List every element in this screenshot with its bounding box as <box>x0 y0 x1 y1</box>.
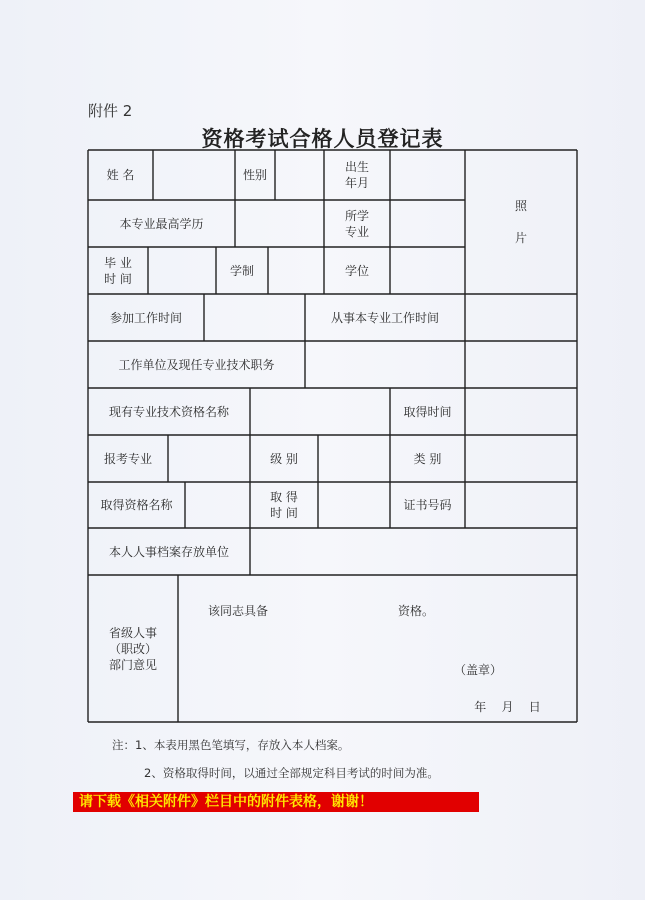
label-level: 级 别 <box>270 451 298 466</box>
label-study-length: 学制 <box>229 263 254 278</box>
download-banner[interactable]: 请下载《相关附件》栏目中的附件表格，谢谢！ <box>73 792 479 812</box>
label-name: 姓 名 <box>106 168 135 182</box>
label-birth-date: 出生 年月 <box>344 160 369 190</box>
obtained-qualification-input[interactable] <box>186 483 249 527</box>
degree-input[interactable] <box>391 248 464 293</box>
obtained-time-input[interactable] <box>466 389 576 434</box>
label-exam-major: 报考专业 <box>103 451 152 466</box>
highest-education-input[interactable] <box>236 201 323 246</box>
major-studied-input[interactable] <box>391 201 464 246</box>
certificate-number-input[interactable] <box>466 483 576 527</box>
label-category: 类 别 <box>413 451 442 466</box>
label-major-studied: 所学 专业 <box>344 208 369 239</box>
label-certificate-number: 证书号码 <box>403 498 452 512</box>
label-current-qualification: 现有专业技术资格名称 <box>108 404 229 419</box>
graduation-time-input[interactable] <box>149 248 215 293</box>
opinion-statement-suffix: 资格。 <box>398 604 435 618</box>
label-professional-work-time: 从事本专业工作时间 <box>330 310 439 325</box>
exam-major-input[interactable] <box>169 436 249 481</box>
label-degree: 学位 <box>344 263 369 278</box>
label-obtained-time: 取得时间 <box>403 404 452 419</box>
study-length-input[interactable] <box>269 248 323 293</box>
level-input[interactable] <box>319 436 389 481</box>
qualification-fill-input[interactable] <box>290 600 395 622</box>
date-line: 年 月 日 <box>474 700 541 714</box>
gender-input[interactable] <box>276 151 323 199</box>
archive-unit-input[interactable] <box>251 529 576 574</box>
attachment-label: 附件 2 <box>88 102 133 120</box>
birth-date-input[interactable] <box>391 151 464 199</box>
label-obtained-qualification: 取得资格名称 <box>100 498 173 512</box>
label-dept-opinion: 省级人事 （职改） 部门意见 <box>108 625 157 672</box>
label-highest-education: 本专业最高学历 <box>119 216 204 231</box>
work-start-time-input[interactable] <box>205 295 304 340</box>
label-graduation-time: 毕 业 时 间 <box>104 255 132 286</box>
opinion-statement-prefix: 该同志具备 <box>208 604 269 618</box>
professional-work-time-input[interactable] <box>466 295 576 340</box>
category-input[interactable] <box>466 436 576 481</box>
label-work-start-time: 参加工作时间 <box>109 310 182 325</box>
name-input[interactable] <box>154 151 234 199</box>
note-2: 2、资格取得时间，以通过全部规定科目考试的时间为准。 <box>144 766 439 780</box>
employer-position-input[interactable] <box>306 342 464 387</box>
current-qualification-input[interactable] <box>251 389 389 434</box>
form-title: 资格考试合格人员登记表 <box>201 126 444 151</box>
label-obtain-time: 取 得 时 间 <box>270 490 298 520</box>
label-gender: 性别 <box>242 168 267 182</box>
note-1: 注：1、本表用黑色笔填写，存放入本人档案。 <box>112 738 350 752</box>
photo-area[interactable]: 照 片 <box>514 199 527 245</box>
obtain-time-input[interactable] <box>319 483 389 527</box>
seal-label: （盖章） <box>453 663 502 677</box>
employer-position-extra-input[interactable] <box>466 342 576 387</box>
label-archive-unit: 本人人事档案存放单位 <box>108 544 229 559</box>
label-employer-position: 工作单位及现任专业技术职务 <box>118 357 275 372</box>
